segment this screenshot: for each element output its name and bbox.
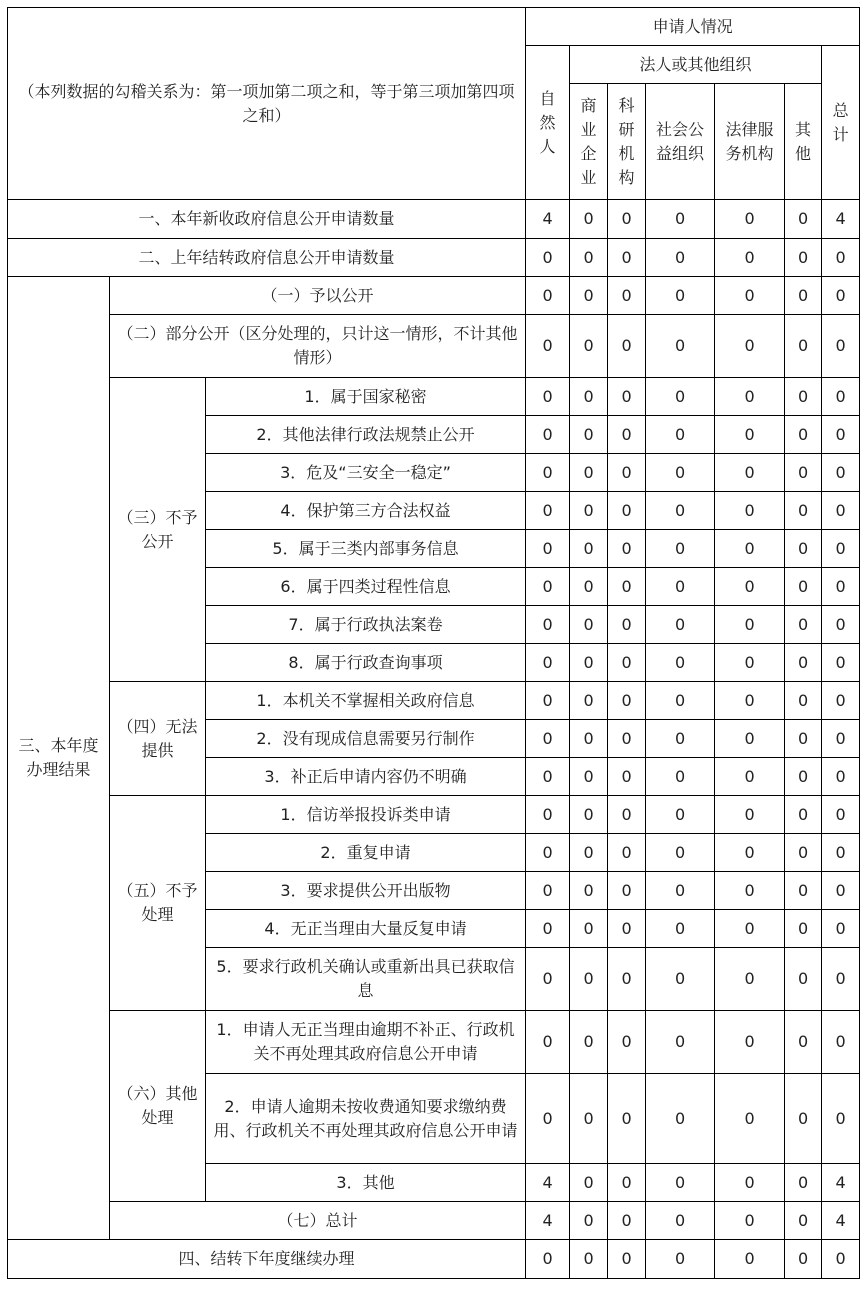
value-cell: 0 <box>646 758 715 796</box>
value-cell: 0 <box>822 910 860 948</box>
value-cell: 0 <box>608 530 646 568</box>
row-label: 1．申请人无正当理由逾期不补正、行政机关不再处理其政府信息公开申请 <box>206 1011 526 1074</box>
value-cell: 0 <box>608 200 646 239</box>
value-cell: 0 <box>646 1240 715 1279</box>
value-cell: 0 <box>526 1240 570 1279</box>
value-cell: 0 <box>608 720 646 758</box>
value-cell: 0 <box>526 682 570 720</box>
value-cell: 0 <box>715 1164 785 1202</box>
value-cell: 0 <box>570 492 608 530</box>
row-label: 2．申请人逾期未按收费通知要求缴纳费用、行政机关不再处理其政府信息公开申请 <box>206 1074 526 1164</box>
value-cell: 0 <box>570 682 608 720</box>
table-row <box>8 796 860 834</box>
value-cell: 0 <box>785 872 822 910</box>
value-cell: 0 <box>526 492 570 530</box>
value-cell: 0 <box>608 239 646 277</box>
value-cell: 0 <box>526 720 570 758</box>
value-cell: 0 <box>715 644 785 682</box>
table-row <box>8 277 860 315</box>
row-label: 2．其他法律行政法规禁止公开 <box>206 416 526 454</box>
header-natural-person: 自 然 人 <box>526 46 570 200</box>
value-cell: 0 <box>715 1011 785 1074</box>
value-cell: 0 <box>715 796 785 834</box>
value-cell: 0 <box>570 834 608 872</box>
value-cell: 0 <box>715 200 785 239</box>
value-cell: 0 <box>526 758 570 796</box>
value-cell: 0 <box>715 1202 785 1240</box>
value-cell: 0 <box>608 644 646 682</box>
value-cell: 0 <box>608 492 646 530</box>
value-cell: 0 <box>785 416 822 454</box>
value-cell: 0 <box>785 1164 822 1202</box>
value-cell: 0 <box>646 834 715 872</box>
value-cell: 0 <box>715 315 785 378</box>
value-cell: 0 <box>526 948 570 1011</box>
value-cell: 0 <box>715 530 785 568</box>
value-cell: 0 <box>526 644 570 682</box>
row-label: 7．属于行政执法案卷 <box>206 606 526 644</box>
value-cell: 0 <box>570 606 608 644</box>
value-cell: 0 <box>646 1164 715 1202</box>
value-cell: 0 <box>608 1074 646 1164</box>
value-cell: 0 <box>822 530 860 568</box>
value-cell: 0 <box>646 720 715 758</box>
value-cell: 0 <box>646 1202 715 1240</box>
value-cell: 0 <box>785 492 822 530</box>
value-cell: 0 <box>526 1074 570 1164</box>
value-cell: 0 <box>785 277 822 315</box>
value-cell: 0 <box>526 378 570 416</box>
value-cell: 0 <box>822 315 860 378</box>
row-label: （一）予以公开 <box>110 277 526 315</box>
value-cell: 0 <box>785 1074 822 1164</box>
value-cell: 0 <box>822 1240 860 1279</box>
value-cell: 0 <box>785 1202 822 1240</box>
value-cell: 0 <box>715 568 785 606</box>
header-applicant-cell: 申请人情况 <box>526 8 860 46</box>
row-label: （二）部分公开（区分处理的，只计这一情形，不计其他情形） <box>110 315 526 378</box>
value-cell: 0 <box>526 568 570 606</box>
table-row <box>8 200 860 239</box>
value-cell: 0 <box>570 1202 608 1240</box>
value-cell: 0 <box>646 530 715 568</box>
value-cell: 0 <box>526 1011 570 1074</box>
value-cell: 0 <box>526 606 570 644</box>
value-cell: 0 <box>646 682 715 720</box>
value-cell: 0 <box>785 720 822 758</box>
value-cell: 0 <box>646 948 715 1011</box>
value-cell: 0 <box>570 1164 608 1202</box>
value-cell: 0 <box>570 872 608 910</box>
value-cell: 0 <box>715 910 785 948</box>
value-cell: 0 <box>715 1074 785 1164</box>
value-cell: 0 <box>646 1074 715 1164</box>
value-cell: 0 <box>822 416 860 454</box>
value-cell: 4 <box>822 1164 860 1202</box>
value-cell: 0 <box>570 416 608 454</box>
value-cell: 0 <box>822 682 860 720</box>
value-cell: 0 <box>608 378 646 416</box>
value-cell: 0 <box>646 644 715 682</box>
value-cell: 0 <box>715 239 785 277</box>
value-cell: 0 <box>608 872 646 910</box>
value-cell: 0 <box>785 568 822 606</box>
value-cell: 0 <box>608 1164 646 1202</box>
row-label: 3．补正后申请内容仍不明确 <box>206 758 526 796</box>
value-cell: 0 <box>785 758 822 796</box>
value-cell: 0 <box>570 315 608 378</box>
value-cell: 0 <box>570 1240 608 1279</box>
value-cell: 0 <box>715 948 785 1011</box>
value-cell: 0 <box>822 948 860 1011</box>
value-cell: 0 <box>785 644 822 682</box>
value-cell: 0 <box>785 1240 822 1279</box>
value-cell: 0 <box>822 568 860 606</box>
section-label: （三）不予公开 <box>110 378 206 682</box>
header-other: 其 他 <box>785 84 822 200</box>
value-cell: 0 <box>570 277 608 315</box>
value-cell: 0 <box>526 315 570 378</box>
header-note-cell: （本列数据的勾稽关系为：第一项加第二项之和，等于第三项加第四项之和） <box>8 8 526 200</box>
value-cell: 0 <box>785 796 822 834</box>
value-cell: 0 <box>608 454 646 492</box>
value-cell: 4 <box>822 1202 860 1240</box>
value-cell: 0 <box>715 606 785 644</box>
value-cell: 0 <box>785 948 822 1011</box>
value-cell: 0 <box>608 1202 646 1240</box>
row-label: 1．信访举报投诉类申请 <box>206 796 526 834</box>
value-cell: 0 <box>715 1240 785 1279</box>
value-cell: 0 <box>646 416 715 454</box>
value-cell: 4 <box>526 1202 570 1240</box>
value-cell: 0 <box>646 1011 715 1074</box>
value-cell: 0 <box>608 682 646 720</box>
value-cell: 0 <box>715 277 785 315</box>
value-cell: 0 <box>570 454 608 492</box>
section-label: 三、本年度办理结果 <box>8 277 110 1240</box>
value-cell: 0 <box>646 910 715 948</box>
value-cell: 0 <box>785 378 822 416</box>
row-label: 2．没有现成信息需要另行制作 <box>206 720 526 758</box>
value-cell: 0 <box>785 834 822 872</box>
row-label: 5．属于三类内部事务信息 <box>206 530 526 568</box>
row-label: 8．属于行政查询事项 <box>206 644 526 682</box>
value-cell: 0 <box>785 239 822 277</box>
row-label: 5．要求行政机关确认或重新出具已获取信息 <box>206 948 526 1011</box>
value-cell: 0 <box>608 315 646 378</box>
value-cell: 0 <box>608 910 646 948</box>
value-cell: 0 <box>822 277 860 315</box>
value-cell: 0 <box>822 644 860 682</box>
row-label: 6．属于四类过程性信息 <box>206 568 526 606</box>
value-cell: 0 <box>822 872 860 910</box>
value-cell: 0 <box>570 530 608 568</box>
value-cell: 0 <box>822 796 860 834</box>
row-label: 二、上年结转政府信息公开申请数量 <box>8 239 526 277</box>
value-cell: 0 <box>570 378 608 416</box>
table-row <box>8 239 860 277</box>
value-cell: 0 <box>715 378 785 416</box>
disclosure-statistics-table <box>7 7 860 1279</box>
value-cell: 0 <box>526 872 570 910</box>
value-cell: 0 <box>608 1011 646 1074</box>
table-row <box>8 378 860 416</box>
table-row <box>8 315 860 378</box>
value-cell: 0 <box>526 530 570 568</box>
header-public-welfare: 社会公益组织 <box>646 84 715 200</box>
value-cell: 0 <box>646 200 715 239</box>
value-cell: 0 <box>646 796 715 834</box>
header-legal-group: 法人或其他组织 <box>570 46 822 84</box>
value-cell: 0 <box>608 568 646 606</box>
value-cell: 0 <box>785 910 822 948</box>
value-cell: 0 <box>646 492 715 530</box>
value-cell: 0 <box>785 530 822 568</box>
value-cell: 0 <box>822 720 860 758</box>
row-label: 2．重复申请 <box>206 834 526 872</box>
value-cell: 0 <box>570 239 608 277</box>
value-cell: 0 <box>526 454 570 492</box>
value-cell: 0 <box>570 1074 608 1164</box>
value-cell: 0 <box>646 454 715 492</box>
value-cell: 0 <box>785 1011 822 1074</box>
value-cell: 0 <box>526 277 570 315</box>
value-cell: 0 <box>715 682 785 720</box>
value-cell: 0 <box>646 378 715 416</box>
section-label: （五）不予处理 <box>110 796 206 1011</box>
row-label: 4．保护第三方合法权益 <box>206 492 526 530</box>
value-cell: 0 <box>715 454 785 492</box>
value-cell: 0 <box>822 606 860 644</box>
value-cell: 0 <box>715 834 785 872</box>
value-cell: 0 <box>822 834 860 872</box>
value-cell: 0 <box>526 416 570 454</box>
value-cell: 0 <box>608 758 646 796</box>
row-label: 1．属于国家秘密 <box>206 378 526 416</box>
value-cell: 0 <box>570 1011 608 1074</box>
value-cell: 0 <box>646 872 715 910</box>
value-cell: 0 <box>646 277 715 315</box>
value-cell: 0 <box>715 720 785 758</box>
row-label: （七）总计 <box>110 1202 526 1240</box>
header-total: 总 计 <box>822 46 860 200</box>
value-cell: 0 <box>715 758 785 796</box>
value-cell: 0 <box>570 200 608 239</box>
value-cell: 0 <box>526 239 570 277</box>
value-cell: 0 <box>570 720 608 758</box>
header-row-1 <box>8 8 860 46</box>
value-cell: 0 <box>822 1011 860 1074</box>
value-cell: 0 <box>608 1240 646 1279</box>
value-cell: 0 <box>608 416 646 454</box>
value-cell: 0 <box>785 454 822 492</box>
row-label: 四、结转下年度继续办理 <box>8 1240 526 1279</box>
value-cell: 0 <box>646 239 715 277</box>
value-cell: 0 <box>570 796 608 834</box>
value-cell: 0 <box>526 796 570 834</box>
section-label: （六）其他处理 <box>110 1011 206 1202</box>
table-row <box>8 1202 860 1240</box>
row-label: 3．其他 <box>206 1164 526 1202</box>
header-research: 科 研 机 构 <box>608 84 646 200</box>
value-cell: 0 <box>822 1074 860 1164</box>
value-cell: 4 <box>526 200 570 239</box>
value-cell: 0 <box>785 682 822 720</box>
value-cell: 0 <box>715 872 785 910</box>
value-cell: 0 <box>785 315 822 378</box>
value-cell: 0 <box>646 315 715 378</box>
table-row <box>8 682 860 720</box>
value-cell: 0 <box>570 910 608 948</box>
value-cell: 0 <box>822 492 860 530</box>
value-cell: 0 <box>570 948 608 1011</box>
header-commercial: 商 业 企 业 <box>570 84 608 200</box>
section-label: （四）无法提供 <box>110 682 206 796</box>
value-cell: 0 <box>608 948 646 1011</box>
value-cell: 0 <box>608 277 646 315</box>
row-label: 4．无正当理由大量反复申请 <box>206 910 526 948</box>
row-label: 3．危及“三安全一稳定” <box>206 454 526 492</box>
value-cell: 0 <box>822 239 860 277</box>
value-cell: 0 <box>822 454 860 492</box>
value-cell: 0 <box>526 910 570 948</box>
row-label: 1．本机关不掌握相关政府信息 <box>206 682 526 720</box>
value-cell: 0 <box>715 416 785 454</box>
value-cell: 0 <box>785 200 822 239</box>
value-cell: 0 <box>570 644 608 682</box>
value-cell: 0 <box>608 606 646 644</box>
value-cell: 0 <box>822 378 860 416</box>
table-row <box>8 1011 860 1074</box>
value-cell: 0 <box>570 758 608 796</box>
value-cell: 0 <box>646 568 715 606</box>
value-cell: 0 <box>608 796 646 834</box>
value-cell: 0 <box>785 606 822 644</box>
value-cell: 0 <box>526 834 570 872</box>
value-cell: 0 <box>822 758 860 796</box>
header-legal-service: 法律服务机构 <box>715 84 785 200</box>
row-label: 3．要求提供公开出版物 <box>206 872 526 910</box>
value-cell: 4 <box>526 1164 570 1202</box>
value-cell: 0 <box>646 606 715 644</box>
value-cell: 4 <box>822 200 860 239</box>
value-cell: 0 <box>715 492 785 530</box>
value-cell: 0 <box>608 834 646 872</box>
table-row <box>8 1240 860 1279</box>
value-cell: 0 <box>570 568 608 606</box>
row-label: 一、本年新收政府信息公开申请数量 <box>8 200 526 239</box>
